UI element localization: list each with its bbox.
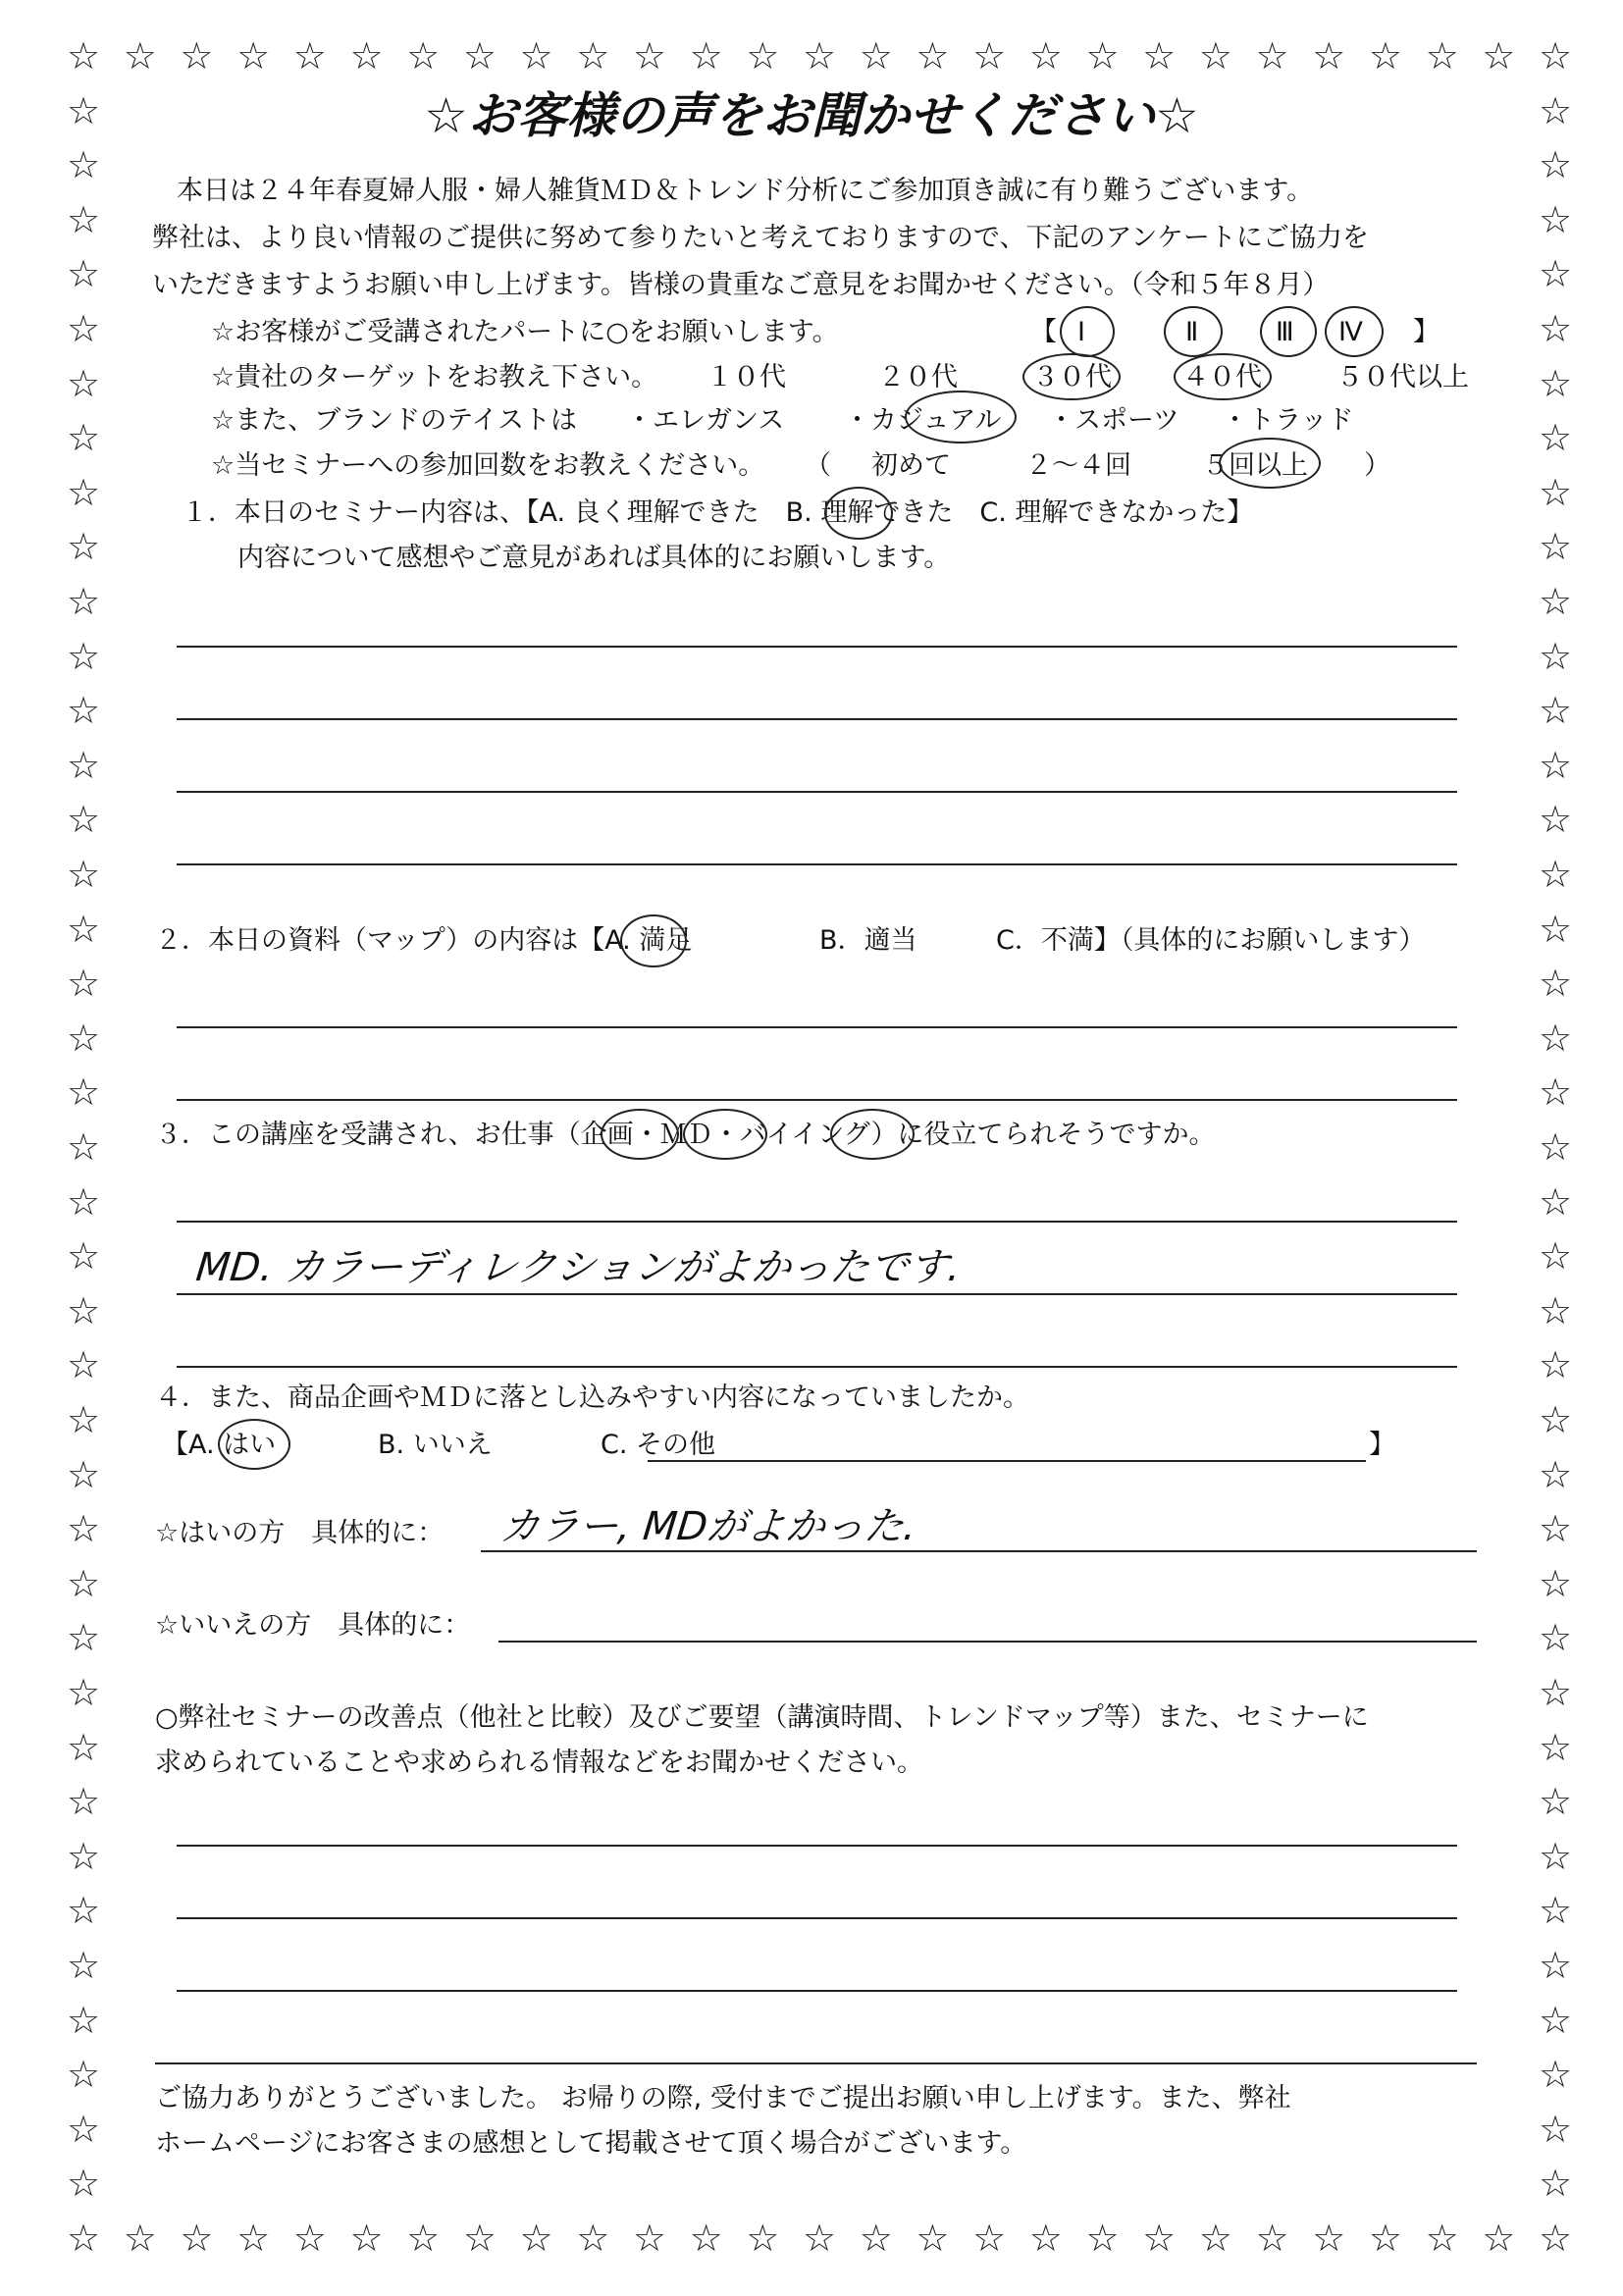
border-star-icon: ☆ [180,34,214,78]
border-star-icon: ☆ [1539,907,1573,951]
q3-md-circle [683,1109,767,1160]
part-option-1-circle [1060,306,1115,357]
part-question: ☆お客様がご受講されたパートに○をお願いします。 [211,317,839,347]
border-star-icon: ☆ [1539,1998,1573,2042]
footer-divider [155,2062,1477,2064]
border-star-icon: ☆ [123,34,157,78]
border-star-icon: ☆ [180,2217,214,2260]
border-star-icon: ☆ [67,416,101,460]
target-option-30[interactable]: ３０代 [1032,362,1112,392]
border-star-icon: ☆ [1539,470,1573,514]
border-star-icon: ☆ [1539,1179,1573,1224]
border-star-icon: ☆ [406,34,441,78]
q4-other-line[interactable] [648,1460,1366,1462]
border-star-icon: ☆ [1539,689,1573,733]
border-star-icon: ☆ [67,197,101,241]
border-star-icon: ☆ [916,2217,950,2260]
border-star-icon: ☆ [1539,580,1573,623]
q1-b-circle [824,487,893,540]
border-star-icon: ☆ [519,2217,553,2260]
q4-question: ４．また、商品企画やＭＤに落とし込みやすい内容になっていましたか。 [155,1383,1029,1413]
q1-answer-line-4[interactable] [177,863,1457,865]
border-star-icon: ☆ [972,2217,1007,2260]
border-star-icon: ☆ [803,34,837,78]
border-star-icon: ☆ [1198,34,1232,78]
border-star-icon: ☆ [67,2107,101,2151]
border-star-icon: ☆ [67,1234,101,1278]
border-star-icon: ☆ [67,1561,101,1605]
border-star-icon: ☆ [67,252,101,296]
border-star-icon: ☆ [67,689,101,733]
q4-bracket-close: 】 [1369,1430,1395,1460]
border-star-icon: ☆ [1539,853,1573,896]
intro-line-1: 本日は２４年春夏婦人服・婦人雑貨ＭＤ＆トレンド分析にご参加頂き誠に有り難うございます。 [177,176,1314,206]
border-star-icon: ☆ [1539,361,1573,405]
border-star-icon: ☆ [1142,34,1177,78]
q4-option-b[interactable]: B. いいえ [378,1430,493,1460]
border-star-icon: ☆ [67,962,101,1006]
border-star-icon: ☆ [67,1616,101,1660]
taste-option-elegance[interactable]: ・エレガンス [626,405,785,436]
border-star-icon: ☆ [1539,2053,1573,2097]
target-question: ☆貴社のターゲットをお教え下さい。 [211,362,658,392]
border-star-icon: ☆ [1142,2217,1177,2260]
border-star-icon: ☆ [972,34,1007,78]
border-star-icon: ☆ [1539,1398,1573,1441]
border-star-icon: ☆ [1539,798,1573,842]
border-star-icon: ☆ [67,1070,101,1115]
border-star-icon: ☆ [1539,634,1573,678]
part-option-4-circle [1325,306,1384,357]
border-star-icon: ☆ [1198,2217,1232,2260]
q3-question: ３．この講座を受講され、お仕事（企画・ＭＤ・バイイング）に役立てられそうですか。 [155,1120,1216,1150]
taste-option-trad[interactable]: ・トラッド [1222,405,1354,436]
taste-casual-circle [905,391,1017,444]
q2-answer-line-1[interactable] [177,1026,1457,1028]
border-star-icon: ☆ [1085,2217,1120,2260]
border-star-icon: ☆ [67,580,101,623]
border-star-icon: ☆ [67,1944,101,1987]
border-star-icon: ☆ [916,34,950,78]
border-star-icon: ☆ [292,2217,327,2260]
border-star-icon: ☆ [1539,1452,1573,1496]
border-star-icon: ☆ [576,34,610,78]
q3-handwritten-answer: MD. カラーディレクションがよかったです. [193,1245,964,1290]
border-star-icon: ☆ [1539,34,1573,78]
border-star-icon: ☆ [67,1889,101,1933]
border-star-icon: ☆ [1539,743,1573,787]
border-star-icon: ☆ [67,2162,101,2206]
border-star-icon: ☆ [67,1343,101,1387]
border-star-icon: ☆ [1539,1288,1573,1332]
part-bracket-close: 】 [1413,317,1440,347]
q1-subtext: 内容について感想やご意見があれば具体的にお願いします。 [237,543,951,573]
q4-option-c[interactable]: C. その他 [601,1430,716,1460]
part-option-3-circle [1260,306,1317,357]
part-option-1[interactable]: Ⅰ [1077,317,1085,347]
border-star-icon: ☆ [1539,2107,1573,2151]
border-star-icon: ☆ [292,34,327,78]
q3-buying-circle [830,1109,915,1160]
border-star-icon: ☆ [67,2217,101,2260]
border-star-icon: ☆ [67,853,101,896]
border-star-icon: ☆ [406,2217,441,2260]
border-star-icon: ☆ [67,1398,101,1441]
border-star-icon: ☆ [859,34,893,78]
q1-answer-line-3[interactable] [177,791,1457,793]
q2-question: ２．本日の資料（マップ）の内容は【A. 満足 [155,925,693,956]
border-star-icon: ☆ [1425,34,1459,78]
border-star-icon: ☆ [67,634,101,678]
border-star-icon: ☆ [1539,962,1573,1006]
part-option-2[interactable]: Ⅱ [1185,317,1199,347]
border-star-icon: ☆ [1539,1234,1573,1278]
count-option-5plus[interactable]: ５回以上 [1202,450,1308,481]
intro-line-3: いただきますようお願い申し上げます。皆様の貴重なご意見をお聞かせください。（令和５年８月） [152,270,1330,300]
border-star-icon: ☆ [1539,143,1573,187]
border-star-icon: ☆ [1539,1016,1573,1060]
target-option-50[interactable]: ５０代以上 [1336,362,1469,392]
border-star-icon: ☆ [1312,2217,1346,2260]
border-star-icon: ☆ [1028,2217,1063,2260]
border-star-icon: ☆ [632,2217,666,2260]
border-star-icon: ☆ [67,798,101,842]
border-star-icon: ☆ [689,34,723,78]
border-star-icon: ☆ [519,34,553,78]
q2-answer-line-2[interactable] [177,1099,1457,1101]
q2-a-circle [620,914,687,967]
border-star-icon: ☆ [67,1998,101,2042]
border-star-icon: ☆ [67,907,101,951]
border-star-icon: ☆ [1255,2217,1289,2260]
border-star-icon: ☆ [689,2217,723,2260]
border-star-icon: ☆ [1539,1834,1573,1878]
part-option-2-circle [1164,306,1223,357]
border-star-icon: ☆ [67,1780,101,1824]
border-star-icon: ☆ [1539,1125,1573,1169]
border-star-icon: ☆ [236,2217,271,2260]
q4-yes-label: ☆はいの方 具体的に： [155,1518,445,1548]
border-star-icon: ☆ [1539,525,1573,569]
taste-option-sports[interactable]: ・スポーツ [1048,405,1179,436]
border-star-icon: ☆ [1539,1343,1573,1387]
border-star-icon: ☆ [67,361,101,405]
border-star-icon: ☆ [236,34,271,78]
border-star-icon: ☆ [67,1507,101,1551]
border-star-icon: ☆ [1539,2217,1573,2260]
border-star-icon: ☆ [349,2217,384,2260]
border-star-icon: ☆ [349,34,384,78]
border-star-icon: ☆ [576,2217,610,2260]
improve-answer-line-2[interactable] [177,1917,1457,1919]
border-star-icon: ☆ [1539,307,1573,350]
border-star-icon: ☆ [1255,34,1289,78]
intro-line-2: 弊社は、より良い情報のご提供に努めて参りたいと考えておりますので、下記のアンケートにご協力を [152,223,1369,253]
border-star-icon: ☆ [67,1452,101,1496]
q4-yes-line[interactable] [481,1550,1477,1552]
count-option-first[interactable]: 初めて [871,450,951,481]
border-star-icon: ☆ [123,2217,157,2260]
border-star-icon: ☆ [67,1016,101,1060]
q4-no-line[interactable] [498,1641,1477,1643]
border-star-icon: ☆ [1539,1561,1573,1605]
border-star-icon: ☆ [462,34,497,78]
border-star-icon: ☆ [1539,197,1573,241]
improve-answer-line-3[interactable] [177,1990,1457,1992]
border-star-icon: ☆ [67,307,101,350]
border-star-icon: ☆ [1539,1616,1573,1660]
border-star-icon: ☆ [632,34,666,78]
border-star-icon: ☆ [1539,416,1573,460]
border-star-icon: ☆ [803,2217,837,2260]
count-question: ☆当セミナーへの参加回数をお教えください。 [211,450,765,481]
border-star-icon: ☆ [1539,252,1573,296]
improve-line-2: 求められていることや求められる情報などをお聞かせください。 [155,1748,923,1778]
q2-option-b[interactable]: B．適当 [819,925,917,956]
border-star-icon: ☆ [1482,2217,1516,2260]
border-star-icon: ☆ [67,1725,101,1769]
q2-option-c[interactable]: C．不満】（具体的にお願いします） [996,925,1426,956]
border-star-icon: ☆ [67,1834,101,1878]
count-paren-close: ） [1364,450,1390,481]
border-star-icon: ☆ [1539,1725,1573,1769]
border-star-icon: ☆ [1539,88,1573,132]
border-star-icon: ☆ [1312,34,1346,78]
border-star-icon: ☆ [1539,1780,1573,1824]
improve-answer-line-1[interactable] [177,1845,1457,1847]
page-title: ☆お客様の声をお聞かせください☆ [424,87,1199,144]
q4-yes-circle [218,1419,290,1470]
border-star-icon: ☆ [462,2217,497,2260]
border-star-icon: ☆ [67,1671,101,1714]
border-star-icon: ☆ [746,2217,780,2260]
q3-answer-line-2[interactable] [177,1293,1457,1295]
border-star-icon: ☆ [1539,1671,1573,1714]
border-star-icon: ☆ [859,2217,893,2260]
border-star-icon: ☆ [67,743,101,787]
part-option-4[interactable]: Ⅳ [1338,317,1363,347]
border-star-icon: ☆ [746,34,780,78]
border-star-icon: ☆ [67,1125,101,1169]
border-star-icon: ☆ [1539,2162,1573,2206]
border-star-icon: ☆ [67,1288,101,1332]
q3-answer-line-3[interactable] [177,1366,1457,1368]
border-star-icon: ☆ [1425,2217,1459,2260]
border-star-icon: ☆ [1028,34,1063,78]
q1-answer-line-1[interactable] [177,646,1457,648]
border-star-icon: ☆ [1368,2217,1402,2260]
footer-line-1: ご協力ありがとうございました。 お帰りの際, 受付までご提出お願い申し上げます。また、弊社 [155,2083,1291,2113]
q4-option-a[interactable]: 【A. はい [162,1430,277,1460]
taste-question: ☆また、ブランドのテイストは [211,405,578,436]
border-star-icon: ☆ [1539,1944,1573,1987]
q4-no-label: ☆いいえの方 具体的に： [155,1610,471,1641]
border-star-icon: ☆ [1368,34,1402,78]
part-bracket-open: 【 [1030,317,1057,347]
border-star-icon: ☆ [1539,1507,1573,1551]
q1-answer-line-2[interactable] [177,718,1457,720]
target-option-40[interactable]: ４０代 [1182,362,1262,392]
q3-answer-line-1[interactable] [177,1221,1457,1223]
taste-option-casual[interactable]: ・カジュアル [844,405,1002,436]
border-star-icon: ☆ [1482,34,1516,78]
count-option-2-4[interactable]: ２～４回 [1025,450,1131,481]
footer-line-2: ホームページにお客さまの感想として掲載させて頂く場合がございます。 [155,2128,1027,2159]
part-option-3[interactable]: Ⅲ [1276,317,1294,347]
target-option-20[interactable]: ２０代 [878,362,958,392]
target-option-10[interactable]: １０代 [707,362,786,392]
border-star-icon: ☆ [67,470,101,514]
q4-yes-handwritten-answer: カラー, MDがよかった. [497,1504,918,1549]
target-30-circle [1022,353,1121,400]
improve-line-1: ○弊社セミナーの改善点（他社と比較）及びご要望（講演時間、トレンドマップ等）また、セミナーに [155,1702,1369,1733]
target-40-circle [1174,353,1272,400]
count-5plus-circle [1219,438,1321,489]
border-star-icon: ☆ [67,525,101,569]
border-star-icon: ☆ [1539,1070,1573,1115]
q1-question: １．本日のセミナー内容は、【A. 良く理解できた B. 理解できた C. 理解できなかった】 [182,497,1254,528]
count-paren-open: （ [805,450,831,481]
border-star-icon: ☆ [1085,34,1120,78]
border-star-icon: ☆ [67,88,101,132]
border-star-icon: ☆ [67,143,101,187]
q3-planning-circle [601,1109,679,1160]
border-star-icon: ☆ [67,34,101,78]
border-star-icon: ☆ [67,2053,101,2097]
border-star-icon: ☆ [1539,1889,1573,1933]
border-star-icon: ☆ [67,1179,101,1224]
